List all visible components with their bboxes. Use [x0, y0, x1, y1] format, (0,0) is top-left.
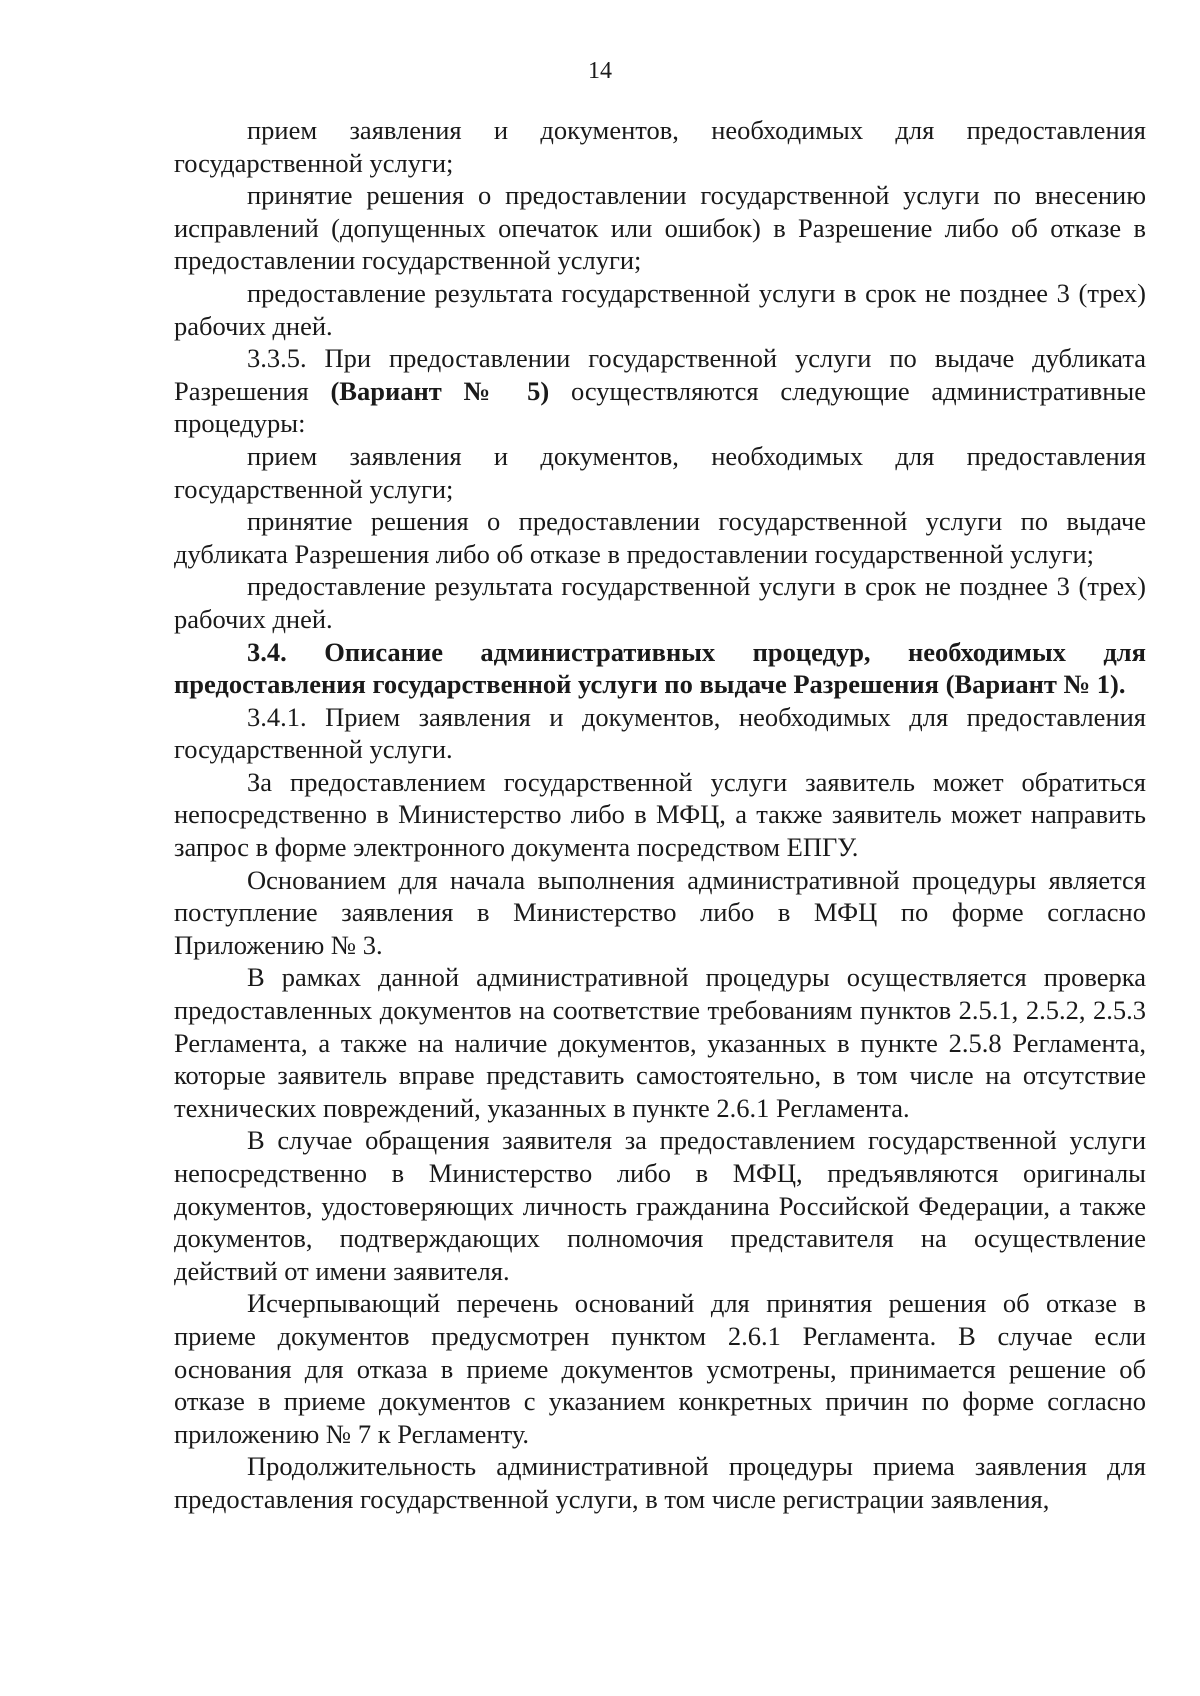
paragraph: прием заявления и документов, необходимых для предоставления государственной услуги;: [174, 115, 1146, 178]
paragraph: предоставление результата государственной услуги в срок не позднее 3 (трех) рабочих дней.: [174, 571, 1146, 634]
document-body: [174, 114, 1146, 1516]
paragraph: принятие решения о предоставлении государственной услуги по выдаче дубликата Разрешения либо об отказе в предоставлении государственной услуги;: [174, 506, 1146, 569]
section-heading-3-4: 3.4. Описание административных процедур, необходимых для предоставления государственной услуги по выдаче Разрешения (Вариант № 1).: [174, 636, 1146, 700]
page-number: 14: [588, 58, 612, 84]
paragraph: принятие решения о предоставлении государственной услуги по внесению исправлений (допущенных опечаток или ошибок) в Разрешение либо об отказе в предоставлении государственной услуги;: [174, 180, 1146, 276]
paragraph: прием заявления и документов, необходимых для предоставления государственной услуги;: [174, 440, 1146, 504]
paragraph: В случае обращения заявителя за предоставлением государственной услуги непосредственно в Министерство либо в МФЦ, предъявляются оригиналы документов, удостоверяющих личность гражданина Российской Федерации, а также документов, подтверждающих полномочия представителя на осуществление действий от имени заявителя.: [174, 1125, 1146, 1286]
paragraph-3-3-5: [174, 342, 1146, 440]
paragraph-text: 3.3.5. При предоставлении государственной услуги по выдаче дубликата Разрешения: [174, 343, 1146, 406]
paragraph: предоставление результата государственной услуги в срок не позднее 3 (трех) рабочих дней.: [174, 277, 1146, 341]
paragraph: Продолжительность административной процедуры приема заявления для предоставления государственной услуги, в том числе регистрации заявления,: [174, 1451, 1146, 1514]
paragraph: Основанием для начала выполнения административной процедуры является поступление заявления в Министерство либо в МФЦ по форме согласно Приложению № 3.: [174, 864, 1146, 960]
paragraph-text: осуществляются следующие административные процедуры:: [174, 375, 1146, 439]
paragraph-3-4-1: 3.4.1. Прием заявления и документов, необходимых для предоставления государственной услуги.: [174, 701, 1146, 765]
paragraph: За предоставлением государственной услуги заявитель может обратиться непосредственно в Министерство либо в МФЦ, а также заявитель может направить запрос в форме электронного документа посредством ЕПГУ.: [174, 766, 1146, 863]
paragraph: Исчерпывающий перечень оснований для принятия решения об отказе в приеме документов предусмотрен пунктом 2.6.1 Регламента. В случае если основания для отказа в приеме документов усмотрены, принимается решение об отказе в приеме документов с указанием конкретных причин по форме согласно приложению № 7 к Регламенту.: [174, 1288, 1146, 1449]
variant-label: (Вариант № 5): [330, 375, 550, 406]
paragraph: В рамках данной административной процедуры осуществляется проверка предоставленных документов на соответствие требованиям пунктов 2.5.1, 2.5.2, 2.5.3 Регламента, а также на наличие документов, указанных в пункте 2.5.8 Регламента, которые заявитель вправе представить самостоятельно, в том числе на отсутствие технических повреждений, указанных в пункте 2.6.1 Регламента.: [174, 962, 1146, 1123]
